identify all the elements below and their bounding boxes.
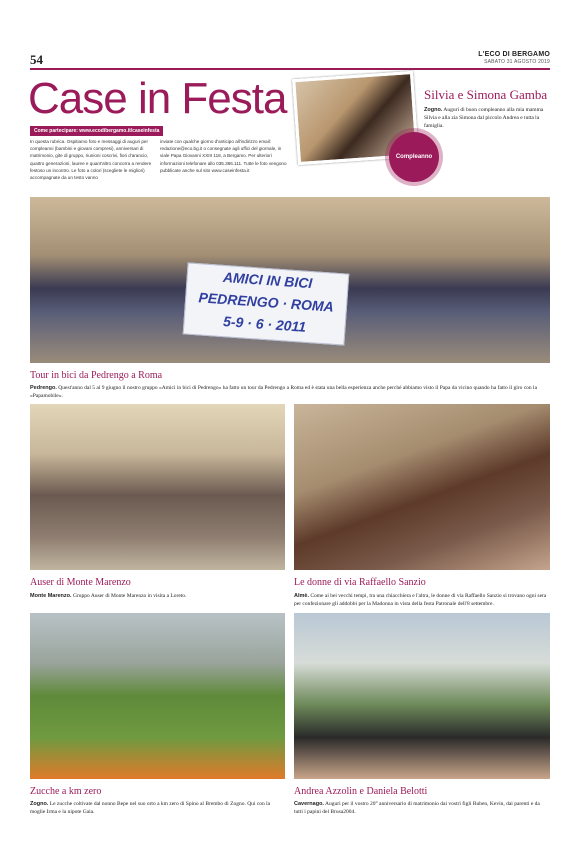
article-body: Quest'anno dal 5 al 9 giugno il nostro gruppo «Amici in bici di Pedrengo» ha fatto un tour da Pedrengo a Roma ed è stata una bella esperienza anche perché abbiamo visto il Papa da vicino quando ha fatto il giro con la «Papamobile».: [30, 385, 538, 399]
article-body: Come ai bei vecchi tempi, tra una chiacchiera e l'altra, le donne di via Raffaello Sanzio si trovano ogni sera per confezionare gli addobbi per la Madonna in vista della festa Patronale dell'8 settembre.: [294, 593, 547, 607]
banner-line-3: 5-9 · 6 · 2011: [222, 313, 307, 335]
article-place: Pedrengo.: [30, 385, 57, 391]
featured-body: Auguri di buon compleanno alla mia mamma Silvia e alla zia Simona dal piccolo Andrea e tutta la famiglia.: [424, 107, 544, 129]
article-text: [294, 592, 550, 608]
banner-line-2: PEDRENGO · ROMA: [198, 289, 335, 315]
couple-photo: [294, 613, 550, 779]
banner-line-1: AMICI IN BICI: [222, 268, 313, 292]
article-place: Zogno.: [30, 801, 49, 807]
featured-place: Zogno.: [424, 107, 443, 113]
how-to-text-col2: inviate con qualche giorno d'anticipo all'indirizzo email: redazione@eco.bg.it o consegnate agli uffici del giornale, in viale Papa Giovanni XXIII 118, a Bergamo. Per ulteriori informazioni telefonare allo 035.386.111. Tutte le foto vengono pubblicate anche sul sito www.caseinfesta.it: [160, 139, 287, 173]
how-to-label: Come partecipare: www.ecodibergamo.it/caseinfesta: [30, 126, 163, 136]
article-body: Le zucche coltivate dal nonno Bepe nel suo orto a km zero di Spino al Brembo di Zogno. Qui con la moglie Irma e la nipote Gaia.: [30, 801, 271, 815]
article-title: Tour in bici da Pedrengo a Roma: [30, 370, 163, 381]
article-title: Le donne di via Raffaello Sanzio: [294, 577, 426, 588]
header-rule: [30, 68, 550, 70]
masthead-date: SABATO 31 AGOSTO 2019: [484, 59, 550, 65]
featured-text: [424, 106, 550, 130]
masthead: [478, 51, 550, 65]
article-text: [30, 800, 285, 816]
birthday-badge: [389, 132, 439, 182]
article-title: Auser di Monte Marenzo: [30, 577, 131, 588]
article-title: Andrea Azzolin e Daniela Belotti: [294, 786, 428, 797]
article-text: [294, 800, 550, 816]
pumpkins-photo: [30, 613, 285, 779]
article-body: Gruppo Auser di Monte Marenzo in visita a Loreto.: [72, 593, 187, 599]
featured-title: Silvia e Simona Gamba: [424, 87, 548, 102]
article-place: Cavernago.: [294, 801, 324, 807]
article-place: Almè.: [294, 593, 309, 599]
article-title: Zucche a km zero: [30, 786, 102, 797]
article-place: Monte Marenzo.: [30, 593, 72, 599]
article-text: [30, 592, 285, 600]
auser-group-photo: [30, 404, 285, 570]
article-text: [30, 384, 550, 400]
article-body: Auguri per il vostro 20° anniversario di matrimonio dai vostri figli Ruben, Kevin, dai parenti e da tutti i papini del Brusa2004.: [294, 801, 540, 815]
women-group-photo: [294, 404, 550, 570]
masthead-title: L'ECO DI BERGAMO: [478, 51, 550, 58]
how-to-text-col1: In questa rubrica. Ospitiamo foto e messaggi di auguri per compleanni (bambini e giovani compresi), anniversari di matrimonio, gite di gruppo, riunioni coscrivi, fiori d'arancio, quattro generazioni, lauree e quant'altro concorra a rendere festoso un incontro. Le foto a colori (scegliete le migliori) accompagnate da un testo vanno: [30, 139, 152, 181]
badge-label: Compleanno: [395, 154, 433, 160]
page-number: 54: [30, 52, 43, 67]
group-banner: [183, 262, 350, 345]
section-title: Case in Festa: [28, 74, 287, 123]
